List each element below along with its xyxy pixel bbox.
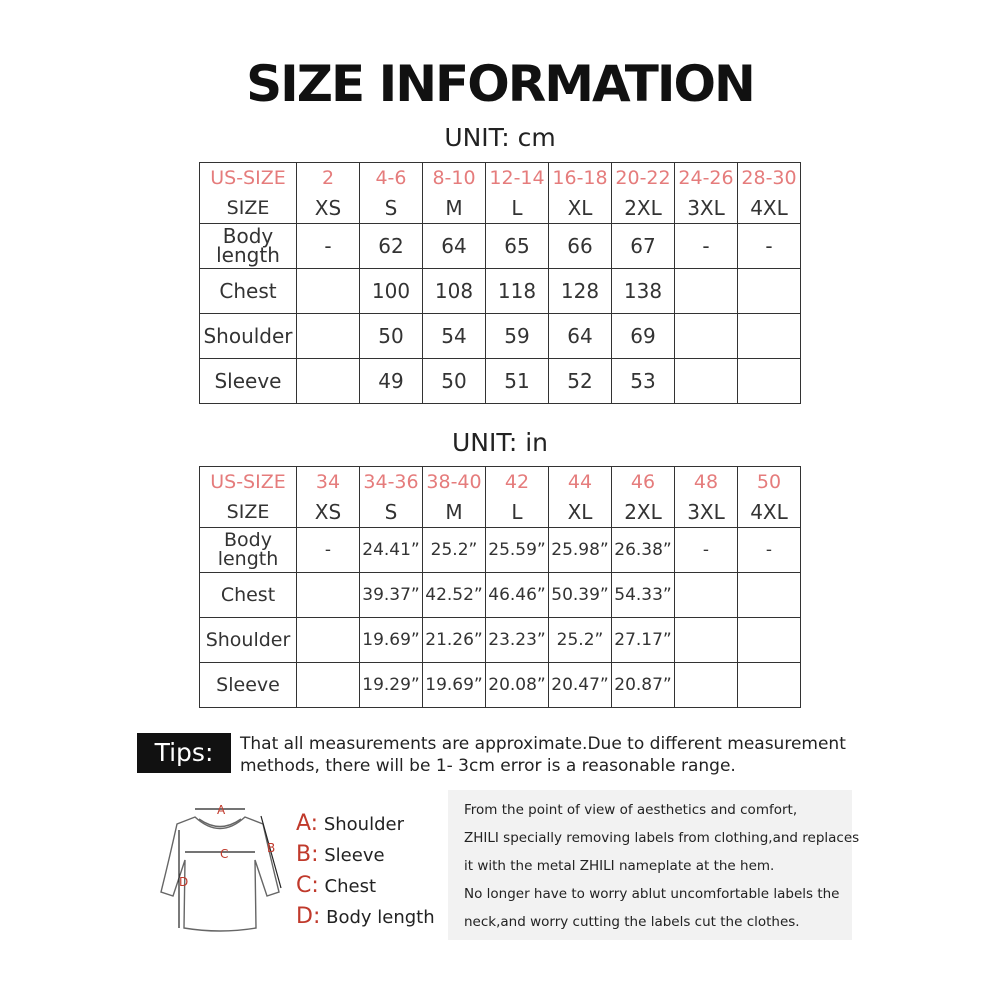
measure-cell: 53 [612, 359, 675, 404]
measure-cell: - [738, 528, 801, 573]
unit-cm-heading: UNIT: cm [444, 123, 556, 152]
size-cell: 4XL [738, 194, 801, 224]
size-label: SIZE [200, 194, 297, 224]
row-label-line2: length [216, 243, 280, 267]
us-size-cell: 8-10 [423, 163, 486, 194]
legend-key: C: [296, 873, 319, 898]
row-label: Chest [200, 269, 297, 314]
legend-item [296, 901, 435, 932]
measure-cell: 52 [549, 359, 612, 404]
measure-cell [297, 359, 360, 404]
body-length-row [200, 224, 801, 269]
row-label: Shoulder [200, 618, 297, 663]
measure-cell: 128 [549, 269, 612, 314]
legend-key: A: [296, 811, 319, 836]
measure-cell: 19.29” [360, 663, 423, 708]
chest-row [200, 573, 801, 618]
legend-label: Body length [326, 907, 435, 928]
us-size-cell: 50 [738, 467, 801, 498]
row-label [200, 224, 297, 269]
measure-cell: 65 [486, 224, 549, 269]
measure-cell: 26.38” [612, 528, 675, 573]
measure-cell [675, 359, 738, 404]
legend-key: D: [296, 904, 321, 929]
tips-line-1: That all measurements are approximate.Due to different measurement [240, 734, 846, 754]
us-size-cell: 34 [297, 467, 360, 498]
us-size-cell: 34-36 [360, 467, 423, 498]
legend-label: Sleeve [324, 845, 385, 866]
size-table-cm [199, 162, 801, 404]
measure-cell: 64 [423, 224, 486, 269]
legend-label: Shoulder [323, 814, 404, 835]
measure-cell: 100 [360, 269, 423, 314]
measure-cell: 51 [486, 359, 549, 404]
measure-cell: 118 [486, 269, 549, 314]
marker-b: B [267, 841, 276, 855]
measure-cell [675, 663, 738, 708]
measure-cell: 62 [360, 224, 423, 269]
size-cell: XS [297, 498, 360, 528]
measure-cell: - [675, 224, 738, 269]
measure-cell [738, 663, 801, 708]
marker-c: C [220, 847, 229, 861]
legend-item [296, 808, 435, 839]
measure-cell: 54.33” [612, 573, 675, 618]
measure-cell [675, 618, 738, 663]
measure-cell [675, 314, 738, 359]
measure-cell: 25.59” [486, 528, 549, 573]
size-row [200, 498, 801, 528]
measure-cell: 27.17” [612, 618, 675, 663]
us-size-label: US-SIZE [200, 163, 297, 194]
shirt-measurement-diagram [155, 800, 285, 935]
shoulder-row [200, 314, 801, 359]
measure-cell [297, 573, 360, 618]
size-label: SIZE [200, 498, 297, 528]
measurement-legend [296, 808, 435, 932]
page-title: SIZE INFORMATION [246, 55, 754, 113]
measure-cell: 54 [423, 314, 486, 359]
size-cell: XL [549, 194, 612, 224]
legend-label: Chest [324, 876, 377, 897]
us-size-row [200, 163, 801, 194]
measure-cell: 39.37” [360, 573, 423, 618]
measure-cell: - [297, 528, 360, 573]
measure-cell: 20.08” [486, 663, 549, 708]
measure-cell: 25.98” [549, 528, 612, 573]
size-cell: M [423, 194, 486, 224]
note-line: neck,and worry cutting the labels cut the clothes. [464, 914, 800, 930]
measure-cell: 20.47” [549, 663, 612, 708]
us-size-cell: 16-18 [549, 163, 612, 194]
note-line: No longer have to worry ablut uncomfortable labels the [464, 886, 840, 902]
us-size-cell: 12-14 [486, 163, 549, 194]
size-cell: 2XL [612, 498, 675, 528]
measure-cell: 138 [612, 269, 675, 314]
us-size-cell: 42 [486, 467, 549, 498]
tips-text [240, 733, 880, 777]
measure-cell: 21.26” [423, 618, 486, 663]
unit-in-heading: UNIT: in [451, 428, 549, 457]
measure-cell: - [675, 528, 738, 573]
size-row [200, 194, 801, 224]
row-label: Shoulder [200, 314, 297, 359]
size-cell: S [360, 194, 423, 224]
tips-line-2: methods, there will be 1- 3cm error is a reasonable range. [240, 756, 736, 776]
marker-d: D [179, 875, 189, 889]
size-cell: 3XL [675, 498, 738, 528]
measure-cell [675, 573, 738, 618]
note-line: it with the metal ZHILI nameplate at the hem. [464, 858, 775, 874]
sleeve-row [200, 359, 801, 404]
measure-cell: 42.52” [423, 573, 486, 618]
measure-cell [738, 359, 801, 404]
size-cell: 4XL [738, 498, 801, 528]
measure-cell [675, 269, 738, 314]
us-size-cell: 44 [549, 467, 612, 498]
measure-cell [297, 269, 360, 314]
measure-cell: 64 [549, 314, 612, 359]
row-label: Chest [200, 573, 297, 618]
measure-cell: 46.46” [486, 573, 549, 618]
note-line: From the point of view of aesthetics and comfort, [464, 802, 798, 818]
size-cell: 2XL [612, 194, 675, 224]
measure-cell [738, 618, 801, 663]
us-size-cell: 4-6 [360, 163, 423, 194]
measure-cell [738, 573, 801, 618]
row-label: Sleeve [200, 663, 297, 708]
size-table-in [199, 466, 801, 708]
size-cell: L [486, 194, 549, 224]
row-label: Sleeve [200, 359, 297, 404]
tips-badge: Tips: [137, 733, 231, 773]
label-note-box [448, 790, 860, 940]
us-size-cell: 20-22 [612, 163, 675, 194]
us-size-cell: 2 [297, 163, 360, 194]
size-cell: L [486, 498, 549, 528]
measure-cell [297, 663, 360, 708]
row-label [200, 528, 297, 573]
measure-cell [738, 314, 801, 359]
measure-cell [738, 269, 801, 314]
measure-cell: 25.2” [549, 618, 612, 663]
measure-cell: 108 [423, 269, 486, 314]
us-size-label: US-SIZE [200, 467, 297, 498]
legend-item [296, 870, 435, 901]
measure-cell: 49 [360, 359, 423, 404]
size-cell: XS [297, 194, 360, 224]
chest-row [200, 269, 801, 314]
legend-item [296, 839, 435, 870]
measure-cell: 69 [612, 314, 675, 359]
measure-cell: 24.41” [360, 528, 423, 573]
measure-cell: 59 [486, 314, 549, 359]
us-size-cell: 46 [612, 467, 675, 498]
body-length-row [200, 528, 801, 573]
us-size-row [200, 467, 801, 498]
legend-key: B: [296, 842, 319, 867]
us-size-cell: 24-26 [675, 163, 738, 194]
row-label-line1: Body [222, 224, 274, 248]
row-label-line1: Body [224, 529, 272, 551]
measure-cell [297, 314, 360, 359]
us-size-cell: 38-40 [423, 467, 486, 498]
size-cell: XL [549, 498, 612, 528]
measure-cell: 19.69” [360, 618, 423, 663]
measure-cell: 50 [360, 314, 423, 359]
size-cell: M [423, 498, 486, 528]
measure-cell: 66 [549, 224, 612, 269]
note-line: ZHILI specially removing labels from clothing,and replaces [464, 830, 860, 846]
measure-cell [297, 618, 360, 663]
measure-cell: 20.87” [612, 663, 675, 708]
measure-cell: - [738, 224, 801, 269]
row-label-line2: length [217, 548, 279, 570]
sleeve-row [200, 663, 801, 708]
us-size-cell: 48 [675, 467, 738, 498]
measure-cell: 23.23” [486, 618, 549, 663]
size-cell: 3XL [675, 194, 738, 224]
measure-cell: 19.69” [423, 663, 486, 708]
shoulder-row [200, 618, 801, 663]
marker-a: A [217, 803, 226, 817]
measure-cell: - [297, 224, 360, 269]
measure-cell: 50 [423, 359, 486, 404]
measure-cell: 67 [612, 224, 675, 269]
measure-cell: 50.39” [549, 573, 612, 618]
size-cell: S [360, 498, 423, 528]
measure-cell: 25.2” [423, 528, 486, 573]
us-size-cell: 28-30 [738, 163, 801, 194]
